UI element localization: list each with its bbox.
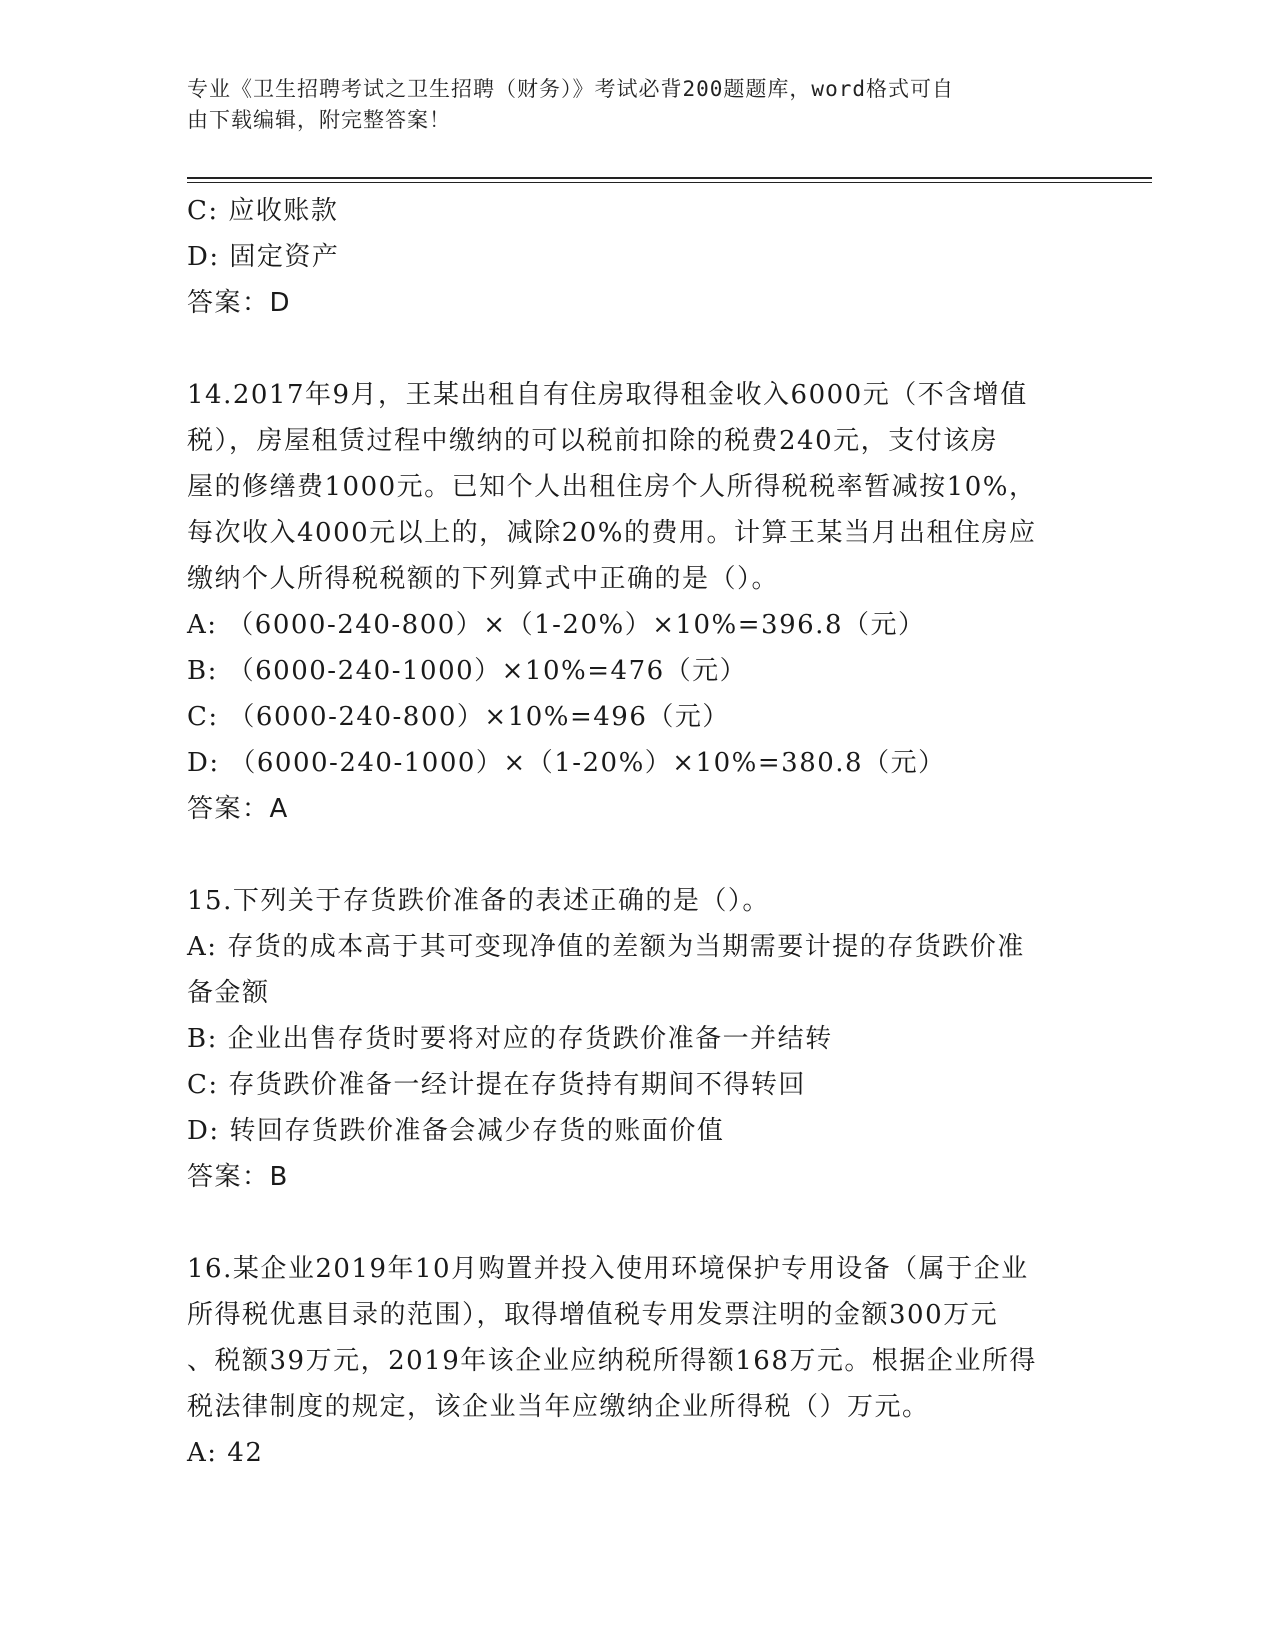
q15-option-b: B: 企业出售存货时要将对应的存货跌价准备一并结转 — [187, 1024, 833, 1054]
q14-stem-line: 14.2017年9月，王某出租自有住房取得租金收入6000元（不含增值 — [187, 380, 1028, 410]
header-line-2: 由下载编辑，附完整答案！ — [187, 108, 451, 132]
spacer — [187, 1200, 1087, 1246]
q16-stem-line: 所得税优惠目录的范围），取得增值税专用发票注明的金额300万元 — [187, 1300, 999, 1330]
question-content — [187, 188, 1087, 1476]
q16-stem-line: 、税额39万元，2019年该企业应纳税所得额168万元。根据企业所得 — [187, 1346, 1037, 1376]
header-rule-thin — [187, 182, 1152, 183]
q16-stem-line: 16.某企业2019年10月购置并投入使用环境保护专用设备（属于企业 — [187, 1254, 1029, 1284]
prev-option-d: D: 固定资产 — [187, 242, 340, 272]
question-15 — [187, 878, 1087, 1200]
q15-stem: 15.下列关于存货跌价准备的表述正确的是（）。 — [187, 886, 770, 916]
q14-option-c: C: （6000-240-800）×10%=496（元） — [187, 702, 730, 732]
page-header — [187, 74, 1067, 136]
q15-option-d: D: 转回存货跌价准备会减少存货的账面价值 — [187, 1116, 725, 1146]
q14-option-a: A: （6000-240-800）×（1-20%）×10%=396.8（元） — [187, 610, 926, 640]
header-line-1: 专业《卫生招聘考试之卫生招聘（财务）》考试必背200题题库，word格式可自 — [187, 77, 954, 101]
q14-option-b: B: （6000-240-1000）×10%=476（元） — [187, 656, 748, 686]
question-16 — [187, 1246, 1087, 1476]
prev-answer: 答案：D — [187, 288, 292, 318]
question-14 — [187, 372, 1087, 832]
prev-option-c: C: 应收账款 — [187, 196, 339, 226]
q14-option-d: D: （6000-240-1000）×（1-20%）×10%=380.8（元） — [187, 748, 946, 778]
q15-option-c: C: 存货跌价准备一经计提在存货持有期间不得转回 — [187, 1070, 806, 1100]
q15-option-a-cont: 备金额 — [187, 978, 270, 1008]
q16-option-a: A: 42 — [187, 1438, 264, 1468]
q14-stem-line: 屋的修缮费1000元。已知个人出租住房个人所得税税率暂减按10%， — [187, 472, 1037, 502]
q15-option-a: A: 存货的成本高于其可变现净值的差额为当期需要计提的存货跌价准 — [187, 932, 1025, 962]
q14-stem-line: 税），房屋租赁过程中缴纳的可以税前扣除的税费240元，支付该房 — [187, 426, 999, 456]
q16-stem-line: 税法律制度的规定，该企业当年应缴纳企业所得税（）万元。 — [187, 1392, 930, 1422]
header-rule-thick — [187, 177, 1152, 179]
q14-stem-line: 缴纳个人所得税税额的下列算式中正确的是（）。 — [187, 564, 780, 594]
q14-stem-line: 每次收入4000元以上的，减除20%的费用。计算王某当月出租住房应 — [187, 518, 1037, 548]
spacer — [187, 832, 1087, 878]
q14-answer: 答案：A — [187, 794, 289, 824]
q15-answer: 答案：B — [187, 1162, 289, 1192]
spacer — [187, 326, 1087, 372]
